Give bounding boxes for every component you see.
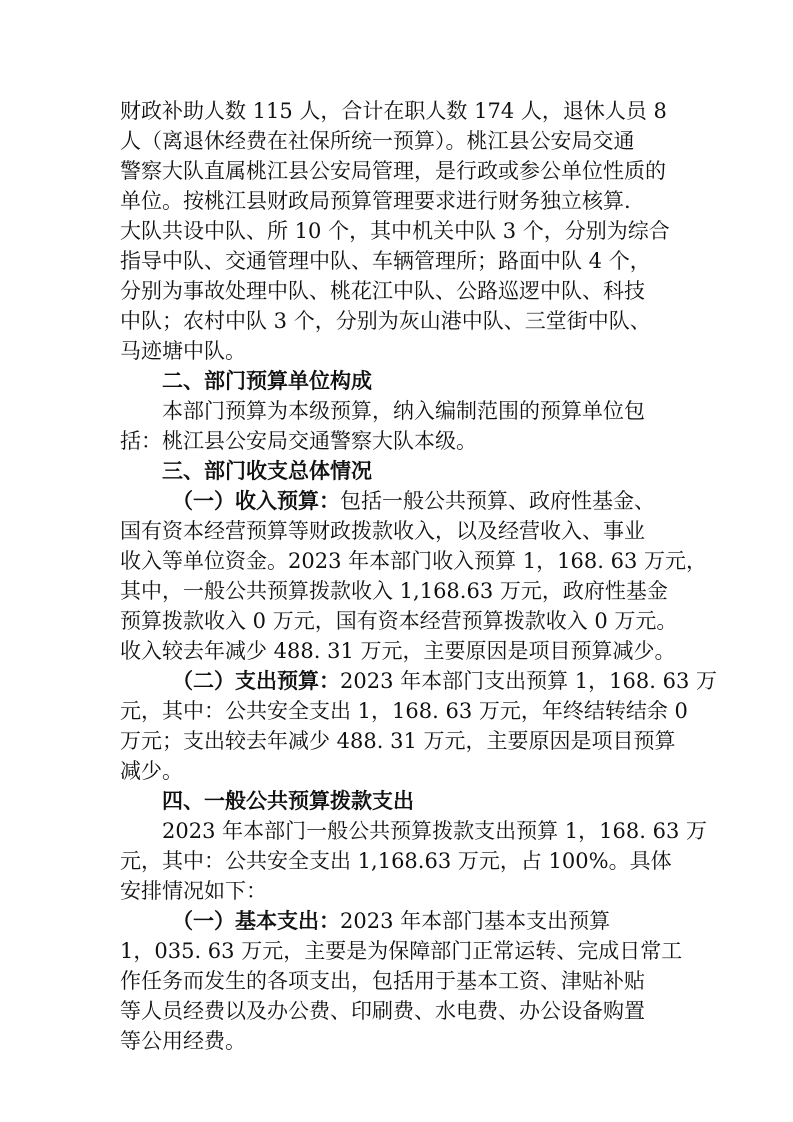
body-text-line: 减少。: [120, 759, 183, 783]
body-text-line: 财政补助人数 115 人，合计在职人数 174 人，退休人员 8: [120, 99, 667, 123]
body-text-line: 等人员经费以及办公费、印刷费、水电费、办公设备购置: [120, 999, 645, 1023]
income-first-text: 包括一般公共预算、政府性基金、: [340, 489, 655, 513]
expense-first-line: [172, 666, 717, 696]
body-text-line: 国有资本经营预算等财政拨款收入，以及经营收入、事业: [120, 519, 645, 543]
income-label: （一）收入预算：: [172, 488, 340, 513]
body-text-line: 指导中队、交通管理中队、车辆管理所；路面中队 4 个，: [120, 249, 651, 273]
body-text-line: 其中，一般公共预算拨款收入 1,168.63 万元，政府性基金: [120, 579, 668, 603]
body-text-line: 分别为事故处理中队、桃花江中队、公路巡逻中队、科技: [120, 279, 645, 303]
basic-first-line: [172, 906, 610, 936]
section-heading-2: 二、部门预算单位构成: [162, 368, 372, 393]
body-text-line: 元，其中：公共安全支出 1，168. 63 万元，年终结转结余 0: [120, 699, 688, 723]
body-text-line: 单位。按桃江县财政局预算管理要求进行财务独立核算.: [120, 189, 631, 213]
basic-first-text: 2023 年本部门基本支出预算: [340, 909, 611, 933]
body-text-line: 作任务而发生的各项支出，包括用于基本工资、津贴补贴: [120, 969, 645, 993]
body-text-line: 安排情况如下：: [120, 879, 267, 903]
expense-first-text: 2023 年本部门支出预算 1，168. 63 万: [340, 669, 717, 693]
expense-label: （二）支出预算：: [172, 668, 340, 693]
body-text-line: 大队共设中队、所 10 个，其中机关中队 3 个，分别为综合: [120, 219, 670, 243]
body-text-line: 等公用经费。: [120, 1029, 246, 1053]
body-text-line: 预算拨款收入 0 万元，国有资本经营预算拨款收入 0 万元。: [120, 609, 678, 633]
body-text-line: 警察大队直属桃江县公安局管理，是行政或参公单位性质的: [120, 159, 666, 183]
body-text-line: 元，其中：公共安全支出 1,168.63 万元，占 100%。具体: [120, 849, 672, 873]
basic-label: （一）基本支出：: [172, 908, 340, 933]
body-text-line: 1，035. 63 万元，主要是为保障部门正常运转、完成日常工: [120, 939, 683, 963]
body-text-line: 括：桃江县公安局交通警察大队本级。: [120, 429, 477, 453]
body-text-line: 本部门预算为本级预算，纳入编制范围的预算单位包: [162, 399, 645, 423]
body-text-line: 2023 年本部门一般公共预算拨款支出预算 1，168. 63 万: [162, 819, 707, 843]
body-text-line: 收入等单位资金。2023 年本部门收入预算 1，168. 63 万元，: [120, 549, 707, 573]
section-heading-4: 四、一般公共预算拨款支出: [162, 788, 414, 813]
body-text-line: 收入较去年减少 488. 31 万元，主要原因是项目预算减少。: [120, 639, 676, 663]
body-text-line: 万元；支出较去年减少 488. 31 万元，主要原因是项目预算: [120, 729, 676, 753]
body-text-line: 中队；农村中队 3 个，分别为灰山港中队、三堂街中队、: [120, 309, 651, 333]
income-first-line: [172, 486, 655, 516]
body-text-line: 人（离退休经费在社保所统一预算）。桃江县公安局交通: [120, 129, 635, 153]
section-heading-3: 三、部门收支总体情况: [162, 458, 372, 483]
body-text-line: 马迹塘中队。: [120, 339, 246, 363]
